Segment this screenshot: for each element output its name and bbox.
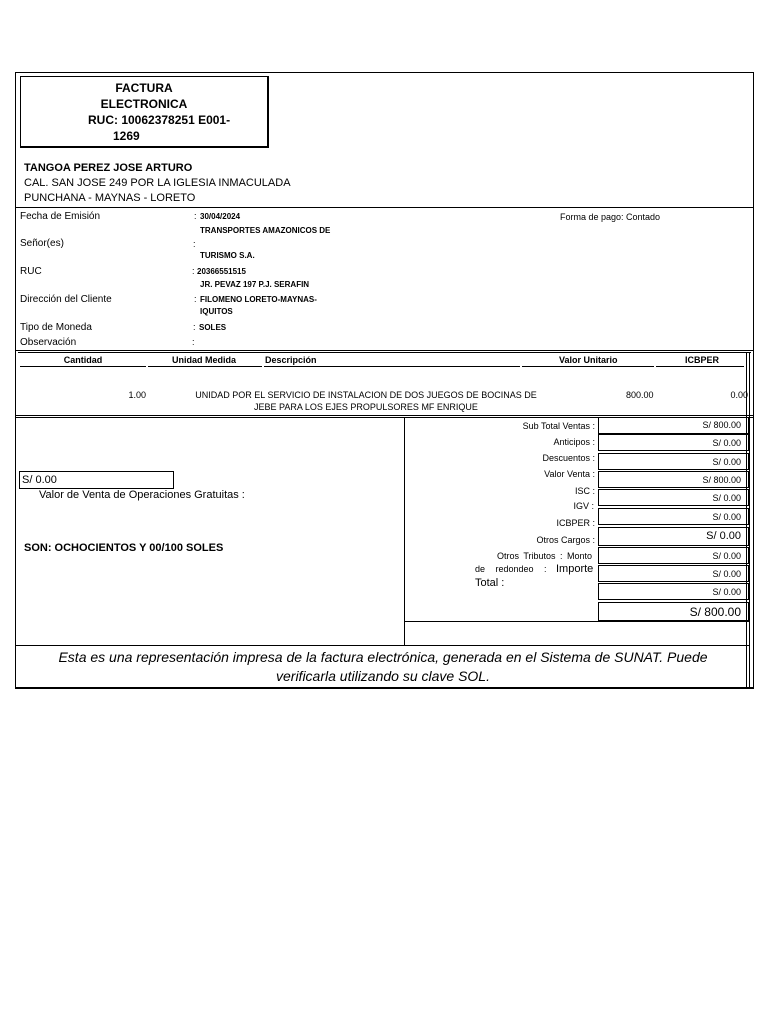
total-label-importe: Importe bbox=[556, 563, 594, 575]
item-cantidad: 1.00 bbox=[128, 390, 146, 400]
divider bbox=[522, 366, 654, 367]
direccion-value-3: IQUITOS bbox=[200, 307, 233, 316]
issuer-address-1: CAL. SAN JOSE 249 POR LA IGLESIA INMACULADA bbox=[24, 177, 291, 189]
item-icbper: 0.00 bbox=[730, 390, 748, 400]
divider bbox=[404, 621, 749, 622]
direccion-value-1: JR. PEVAZ 197 P.J. SERAFIN bbox=[200, 280, 310, 289]
total-value-sub-total: S/ 800.00 bbox=[702, 420, 741, 430]
total-value-descuentos: S/ 0.00 bbox=[712, 457, 741, 467]
total-label-descuentos: Descuentos : bbox=[542, 453, 595, 463]
item-descripcion-1: UNIDAD POR EL SERVICIO DE INSTALACION DE DOS JUEGOS DE BOCINAS DE bbox=[195, 390, 537, 400]
col-header-cantidad: Cantidad bbox=[63, 355, 103, 365]
issuer-name: TANGOA PEREZ JOSE ARTURO bbox=[24, 162, 193, 174]
colon: : bbox=[193, 239, 196, 249]
colon: : bbox=[194, 211, 197, 221]
footer-legend-2: verificarla utilizando su clave SOL. bbox=[276, 668, 490, 684]
colon: : bbox=[192, 337, 195, 347]
divider bbox=[16, 415, 753, 416]
divider bbox=[656, 366, 744, 367]
colon: : bbox=[193, 322, 196, 332]
label-fecha: Fecha de Emisión bbox=[20, 211, 101, 222]
senor-value-1: TRANSPORTES AMAZONICOS DE bbox=[200, 226, 331, 235]
amount-in-words: SON: OCHOCIENTOS Y 00/100 SOLES bbox=[24, 542, 224, 554]
divider bbox=[264, 366, 520, 367]
total-value-igv: S/ 0.00 bbox=[712, 512, 741, 522]
label-direccion: Dirección del Cliente bbox=[20, 294, 112, 305]
total-value-icbper: S/ 0.00 bbox=[706, 530, 741, 542]
ruc-line-2: 1269 bbox=[113, 129, 140, 143]
total-label-icbper: ICBPER : bbox=[556, 518, 595, 528]
total-value-valor-venta: S/ 800.00 bbox=[702, 475, 741, 485]
doc-title-2: ELECTRONICA bbox=[100, 97, 188, 111]
label-moneda: Tipo de Moneda bbox=[20, 322, 92, 333]
total-label-redondeo: de redondeo : bbox=[475, 564, 547, 574]
col-header-unidad: Unidad Medida bbox=[172, 355, 237, 365]
total-label-otros-cargos: Otros Cargos : bbox=[536, 535, 595, 545]
item-descripcion-2: JEBE PARA LOS EJES PROPULSORES MF ENRIQUE bbox=[254, 402, 478, 412]
divider bbox=[404, 417, 405, 645]
total-value-anticipos: S/ 0.00 bbox=[712, 438, 741, 448]
footer-legend-1: Esta es una representación impresa de la factura electrónica, generada en el Sistema de SUNAT. Puede bbox=[58, 649, 708, 665]
gratuitas-label: Valor de Venta de Operaciones Gratuitas : bbox=[39, 489, 245, 501]
total-value-redondeo: S/ 0.00 bbox=[712, 587, 741, 597]
col-header-descripcion: Descripción bbox=[265, 355, 317, 365]
fecha-value: 30/04/2024 bbox=[200, 212, 241, 221]
ruc-line-1: RUC: 10062378251 E001- bbox=[88, 113, 231, 127]
ruc-value: 20366551515 bbox=[197, 267, 246, 276]
total-label-sub-total: Sub Total Ventas : bbox=[522, 421, 595, 431]
senor-value-2: TURISMO S.A. bbox=[200, 251, 255, 260]
colon: : bbox=[194, 294, 197, 304]
item-valor-unitario: 800.00 bbox=[626, 390, 654, 400]
divider bbox=[148, 366, 262, 367]
total-label-valor-venta: Valor Venta : bbox=[544, 469, 595, 479]
total-label-total: Total : bbox=[475, 577, 505, 589]
total-value-importe-total: S/ 800.00 bbox=[689, 605, 741, 619]
divider bbox=[16, 645, 749, 646]
total-value-isc: S/ 0.00 bbox=[712, 493, 741, 503]
direccion-value-2: FILOMENO LORETO-MAYNAS- bbox=[200, 295, 317, 304]
divider bbox=[749, 352, 750, 689]
label-ruc: RUC bbox=[20, 266, 42, 277]
divider bbox=[15, 207, 754, 208]
moneda-value: SOLES bbox=[199, 323, 227, 332]
divider bbox=[20, 366, 146, 367]
col-header-icbper: ICBPER bbox=[685, 355, 720, 365]
divider bbox=[16, 687, 753, 688]
total-label-otros-tributos: Otros Tributos : Monto bbox=[497, 551, 593, 561]
total-label-igv: IGV : bbox=[573, 501, 594, 511]
total-value-otros-cargos: S/ 0.00 bbox=[712, 551, 741, 561]
forma-pago: Forma de pago: Contado bbox=[560, 212, 661, 222]
colon: : bbox=[192, 266, 195, 276]
gratuitas-value: S/ 0.00 bbox=[22, 474, 57, 486]
issuer-address-2: PUNCHANA - MAYNAS - LORETO bbox=[24, 192, 196, 204]
divider bbox=[15, 350, 754, 351]
total-value-otros-tributos: S/ 0.00 bbox=[712, 569, 741, 579]
label-senor: Señor(es) bbox=[20, 238, 64, 249]
col-header-valor-unitario: Valor Unitario bbox=[559, 355, 618, 365]
divider bbox=[18, 352, 751, 353]
doc-title-1: FACTURA bbox=[115, 81, 173, 95]
total-label-isc: ISC : bbox=[574, 486, 595, 496]
total-label-anticipos: Anticipos : bbox=[553, 437, 595, 447]
label-observacion: Observación bbox=[20, 337, 77, 348]
